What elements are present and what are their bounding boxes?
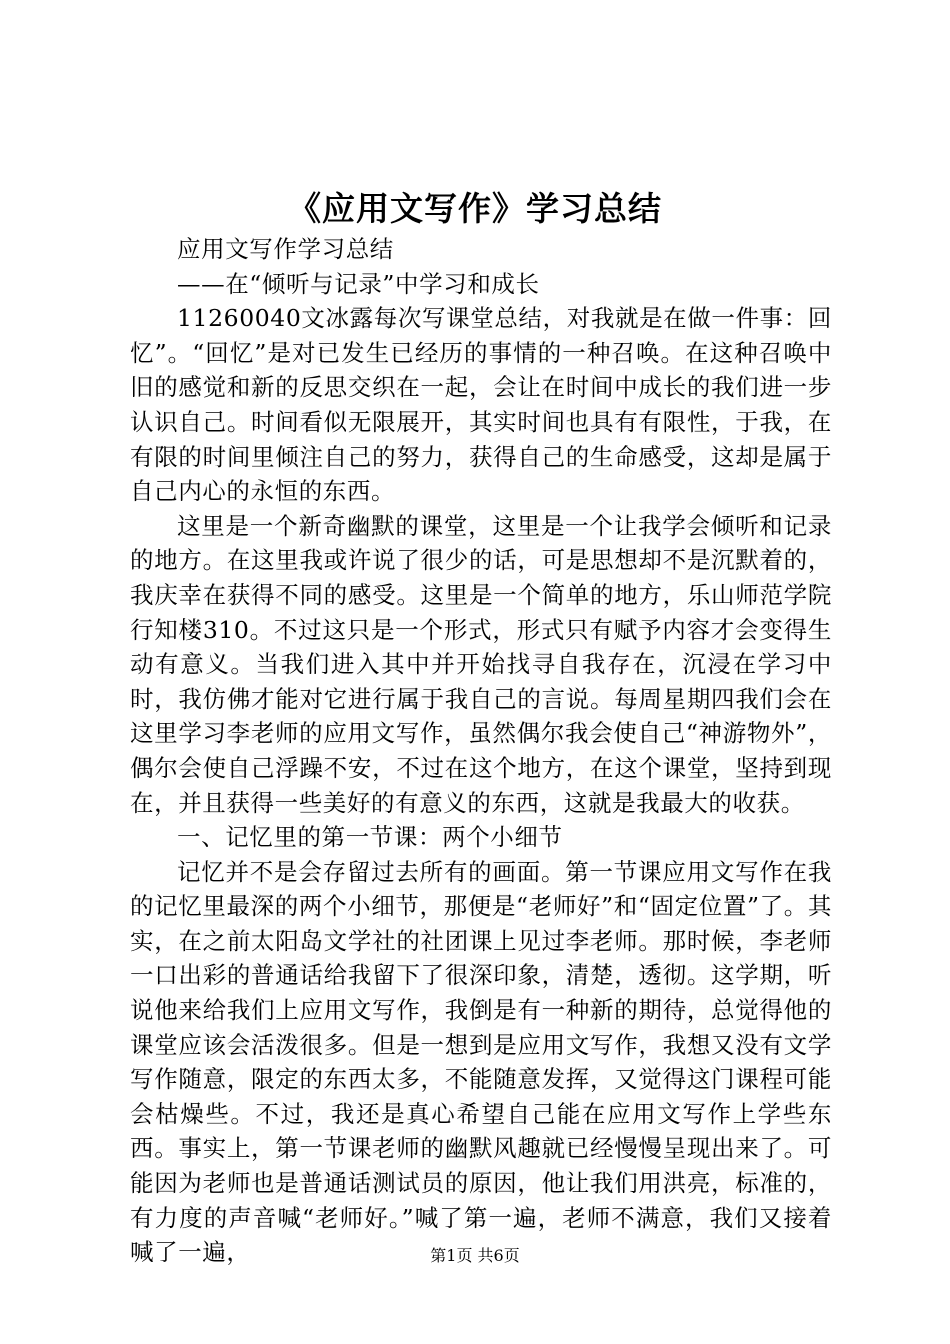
paragraph: 11260040文冰露每次写课堂总结，对我就是在做一件事：回忆”。“回忆”是对已发生已经历的事情的一种召唤。在这种召唤中旧的感觉和新的反思交织在一起，会让在时间中成长的我们进一步认识自己。时间看似无限展开，其实时间也具有有限性，于我，在有限的时间里倾注自己的努力，获得自己的生命感受，这却是属于自己内心的永恒的东西。 xyxy=(130,304,832,506)
document-title: 《应用文写作》学习总结 xyxy=(288,189,662,228)
paragraph-tagline: ——在“倾听与记录”中学习和成长 xyxy=(177,269,540,298)
paragraph: 这里是一个新奇幽默的课堂，这里是一个让我学会倾听和记录的地方。在这里我或许说了很少的话，可是思想却不是沉默着的，我庆幸在获得不同的感受。这里是一个简单的地方，乐山师范学院行知楼310。不过这只是一个形式，形式只有赋予内容才会变得生动有意义。当我们进入其中并开始找寻自我存在，沉浸在学习中时，我仿佛才能对它进行属于我自己的言说。每周星期四我们会在这里学习李老师的应用文写作，虽然偶尔我会使自己“神游物外”，偶尔会使自己浮躁不安，不过在这个地方，在这个课堂，坚持到现在，并且获得一些美好的有意义的东西，这就是我最大的收获。 xyxy=(130,511,832,817)
paragraph: 记忆并不是会存留过去所有的画面。第一节课应用文写作在我的记忆里最深的两个小细节，那便是“老师好”和“固定位置”了。其实，在之前太阳岛文学社的社团课上见过李老师。那时候，李老师一口出彩的普通话给我留下了很深印象，清楚，透彻。这学期，听说他来给我们上应用文写作，我倒是有一种新的期待，总觉得他的课堂应该会活泼很多。但是一想到是应用文写作，我想又没有文学写作随意，限定的东西太多，不能随意发挥，又觉得这门课程可能会枯燥些。不过，我还是真心希望自己能在应用文写作上学些东西。事实上，第一节课老师的幽默风趣就已经慢慢呈现出来了。可能因为老师也是普通话测试员的原因，他让我们用洪亮，标准的，有力度的声音喊“老师好。”喊了第一遍，老师不满意，我们又接着喊了一遍， xyxy=(130,857,832,1267)
section-heading: 一、记忆里的第一节课：两个小细节 xyxy=(177,823,563,852)
page-footer: 第1页 共6页 xyxy=(430,1246,520,1265)
paragraph-subtitle: 应用文写作学习总结 xyxy=(177,235,394,263)
document-body xyxy=(130,232,832,1270)
